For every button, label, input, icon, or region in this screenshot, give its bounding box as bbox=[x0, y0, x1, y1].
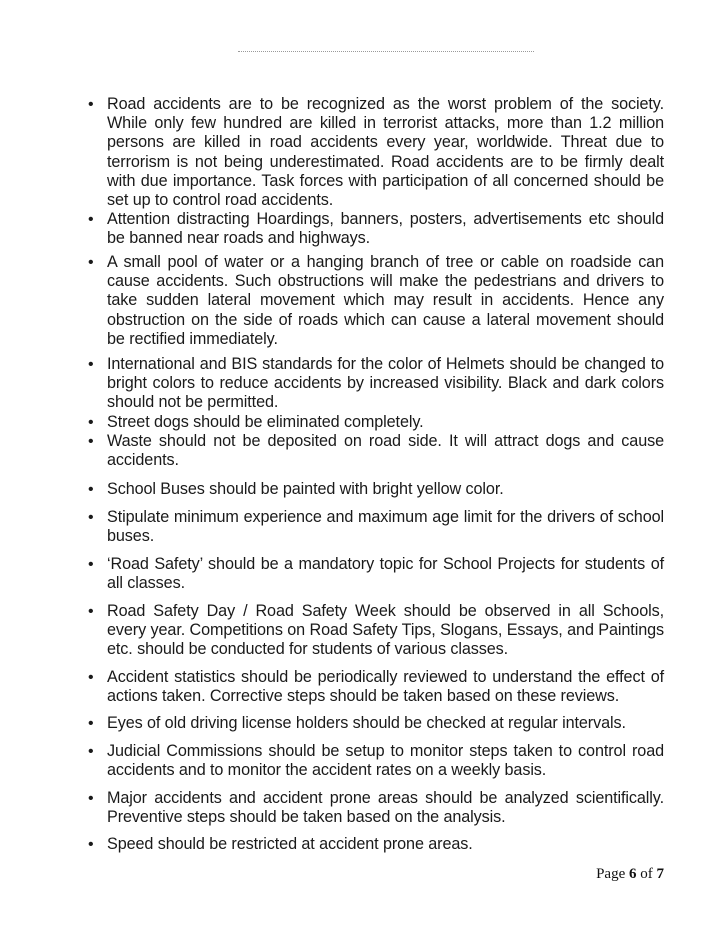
list-item bbox=[88, 253, 664, 349]
list-item-text: A small pool of water or a hanging branch of tree or cable on roadside can cause accidents. Such obstructions will make the pedestrians and drivers to take sudden lateral movement which may result in accidents. Hence any obstruction on the side of roads which can cause a lateral movement should be rectified immediately. bbox=[107, 253, 664, 348]
list-item bbox=[88, 714, 664, 733]
bullet-icon: • bbox=[88, 790, 94, 807]
list-item bbox=[88, 480, 664, 499]
current-page-number: 6 bbox=[629, 866, 637, 882]
list-item-text: Attention distracting Hoardings, banners, posters, advertisements etc should be banned near roads and highways. bbox=[107, 210, 664, 248]
of-label: of bbox=[640, 866, 653, 882]
total-pages-number: 7 bbox=[656, 866, 664, 882]
list-item bbox=[88, 602, 664, 660]
list-item-text: ‘Road Safety’ should be a mandatory topic for School Projects for students of all classes. bbox=[107, 555, 664, 593]
list-item-text: Stipulate minimum experience and maximum age limit for the drivers of school buses. bbox=[107, 508, 664, 546]
bullet-icon: • bbox=[88, 96, 94, 113]
bullet-icon: • bbox=[88, 743, 94, 760]
bullet-icon: • bbox=[88, 556, 94, 573]
bullet-icon: • bbox=[88, 715, 94, 732]
list-item-text: Waste should not be deposited on road side. It will attract dogs and cause accidents. bbox=[107, 432, 664, 470]
list-item bbox=[88, 413, 664, 432]
list-item-text: Eyes of old driving license holders should be checked at regular intervals. bbox=[107, 714, 626, 732]
bullet-icon: • bbox=[88, 211, 94, 228]
list-item-text: Road Safety Day / Road Safety Week should be observed in all Schools, every year. Competitions on Road Safety Tips, Slogans, Essays, and Paintings etc. should be conducted for students of various classes. bbox=[107, 602, 664, 659]
list-item-text: Road accidents are to be recognized as the worst problem of the society. While only few hundred are killed in terrorist attacks, more than 1.2 million persons are killed in road accidents every year, worldwide. Threat due to terrorism is not being underestimated. Road accidents are to be firmly dealt with due importance. Task forces with participation of all concerned should be set up to control road accidents. bbox=[107, 95, 664, 210]
list-item-text: Accident statistics should be periodically reviewed to understand the effect of actions taken. Corrective steps should be taken based on these reviews. bbox=[107, 668, 664, 706]
list-item-text: Judicial Commissions should be setup to monitor steps taken to control road accidents and to monitor the accident rates on a weekly basis. bbox=[107, 742, 664, 780]
list-item bbox=[88, 555, 664, 593]
list-item-text: Speed should be restricted at accident prone areas. bbox=[107, 835, 473, 853]
list-item bbox=[88, 789, 664, 827]
bullet-icon: • bbox=[88, 433, 94, 450]
bullet-icon: • bbox=[88, 356, 94, 373]
list-item bbox=[88, 210, 664, 248]
page-label: Page bbox=[596, 866, 626, 882]
list-item bbox=[88, 835, 664, 854]
bullet-icon: • bbox=[88, 836, 94, 853]
list-item bbox=[88, 432, 664, 470]
bullet-icon: • bbox=[88, 669, 94, 686]
bullet-icon: • bbox=[88, 481, 94, 498]
list-item bbox=[88, 95, 664, 210]
bullet-icon: • bbox=[88, 509, 94, 526]
list-item bbox=[88, 742, 664, 780]
bullet-icon: • bbox=[88, 254, 94, 271]
list-item-text: International and BIS standards for the color of Helmets should be changed to bright colors to reduce accidents by increased visibility. Black and dark colors should not be permitted. bbox=[107, 355, 664, 412]
list-item-text: Street dogs should be eliminated completely. bbox=[107, 413, 424, 431]
bullet-icon: • bbox=[88, 603, 94, 620]
list-item bbox=[88, 668, 664, 706]
list-item-text: Major accidents and accident prone areas should be analyzed scientifically. Preventive steps should be taken based on the analysis. bbox=[107, 789, 664, 827]
page-number-footer bbox=[596, 866, 664, 883]
list-item-text: School Buses should be painted with bright yellow color. bbox=[107, 480, 504, 498]
list-item bbox=[88, 355, 664, 413]
bullet-icon: • bbox=[88, 414, 94, 431]
header-dotted-rule bbox=[238, 51, 534, 52]
list-item bbox=[88, 508, 664, 546]
